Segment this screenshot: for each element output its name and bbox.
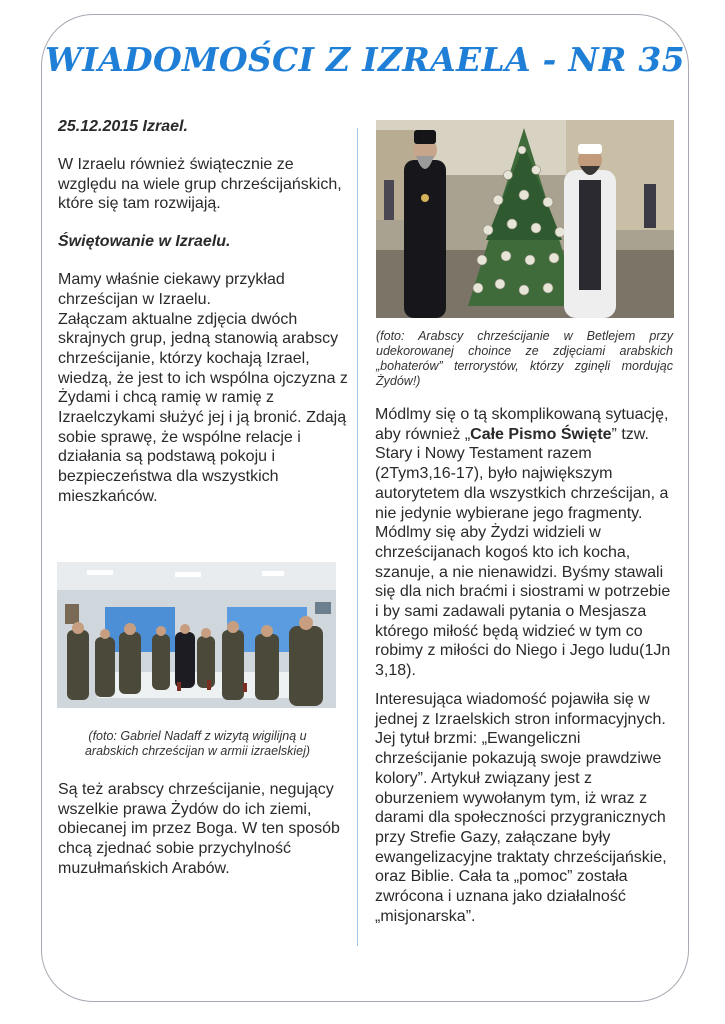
prayer-text-end: ” tzw. Stary i Nowy Testament razem (2Tym3,16-17), było największym autorytetem dla wszystkich chrześcijan, a nie jedynie wybierane jego fragmenty. Módlmy się aby Żydzi widzieli w chrześcijanach kogoś kto ich kocha, szanuje, a nie nienawidzi. Byśmy stawali się dla nich braćmi i siostrami w potrzebie i by sami zadawali pytania o Mesjasza którego miłość będą widzieć w tym co robimy z miłości do Niego i Jego ludu(1Jn 3,18).: [375, 425, 671, 680]
prayer-bold-phrase: Całe Pismo Święte: [470, 425, 612, 443]
intro-paragraph: W Izraelu również świątecznie ze względu na wiele grup chrześcijańskich, które się tam rozwijają.: [58, 156, 342, 213]
page-title: WIADOMOŚCI Z IZRAELA - NR 35: [45, 40, 685, 79]
soldiers-photo-caption: (foto: Gabriel Nadaff z wizytą wigilijną u arabskich chrześcijan w armii izraelskiej): [84, 729, 311, 758]
article-date: 25.12.2015 Izrael.: [58, 118, 188, 135]
prayer-text-start: Módlmy się o tą skomplikowaną sytuację, aby również „: [375, 406, 669, 443]
body-paragraph: Mamy właśnie ciekawy przykład chrześcijan w Izraelu. Załączam aktualne zdjęcia dwóch skrajnych grup, jedną stanowią arabscy chrześcijanie, którzy kochają Izrael, wiedzą, że jest to ich wspólna ojczyzna z Żydami i chcą ramię w ramię z Izraelczykami służyć jej i ją bronić. Zdają sobie sprawę, że wspólne relacje i działania są podstawą pokoju i bezpieczeństwa dla wszystkich mieszkańców.: [58, 271, 348, 505]
prayer-paragraph: [375, 405, 673, 681]
section-subheading: Świętowanie w Izraelu.: [58, 233, 231, 251]
news-paragraph: Interesująca wiadomość pojawiła się w jednej z Izraelskich stron informacyjnych. Jej tytuł brzmi: „Ewangeliczni chrześcijanie pokazują swoje prawdziwe kolory”. Artykuł związany jest z oburzeniem wywołanym tym, iż wraz z darami dla społeczności przygranicznych przy Strefie Gazy, załączane były ewangelizacyjne traktaty chrześcijańskie, oraz Biblie. Cała ta „pomoc” została zwrócona i uznana jako działalność „misjonarska”.: [375, 691, 667, 925]
tree-photo-caption: (foto: Arabscy chrześcijanie w Betlejem przy udekorowanej choince ze zdjęciami arabskich „bohaterów” terrorystów, którzy zginęli mordując Żydów!): [376, 329, 673, 388]
column-divider: [357, 128, 358, 946]
closing-paragraph: Są też arabscy chrześcijanie, negujący wszelkie prawa Żydów do ich ziemi, obiecanej im przez Boga. W ten sposób chcą zjednać sobie przychylność muzułmańskich Arabów.: [58, 781, 340, 877]
left-column: [58, 118, 348, 507]
soldiers-visit-photo: [57, 562, 336, 708]
bethlehem-tree-photo: [376, 120, 674, 318]
